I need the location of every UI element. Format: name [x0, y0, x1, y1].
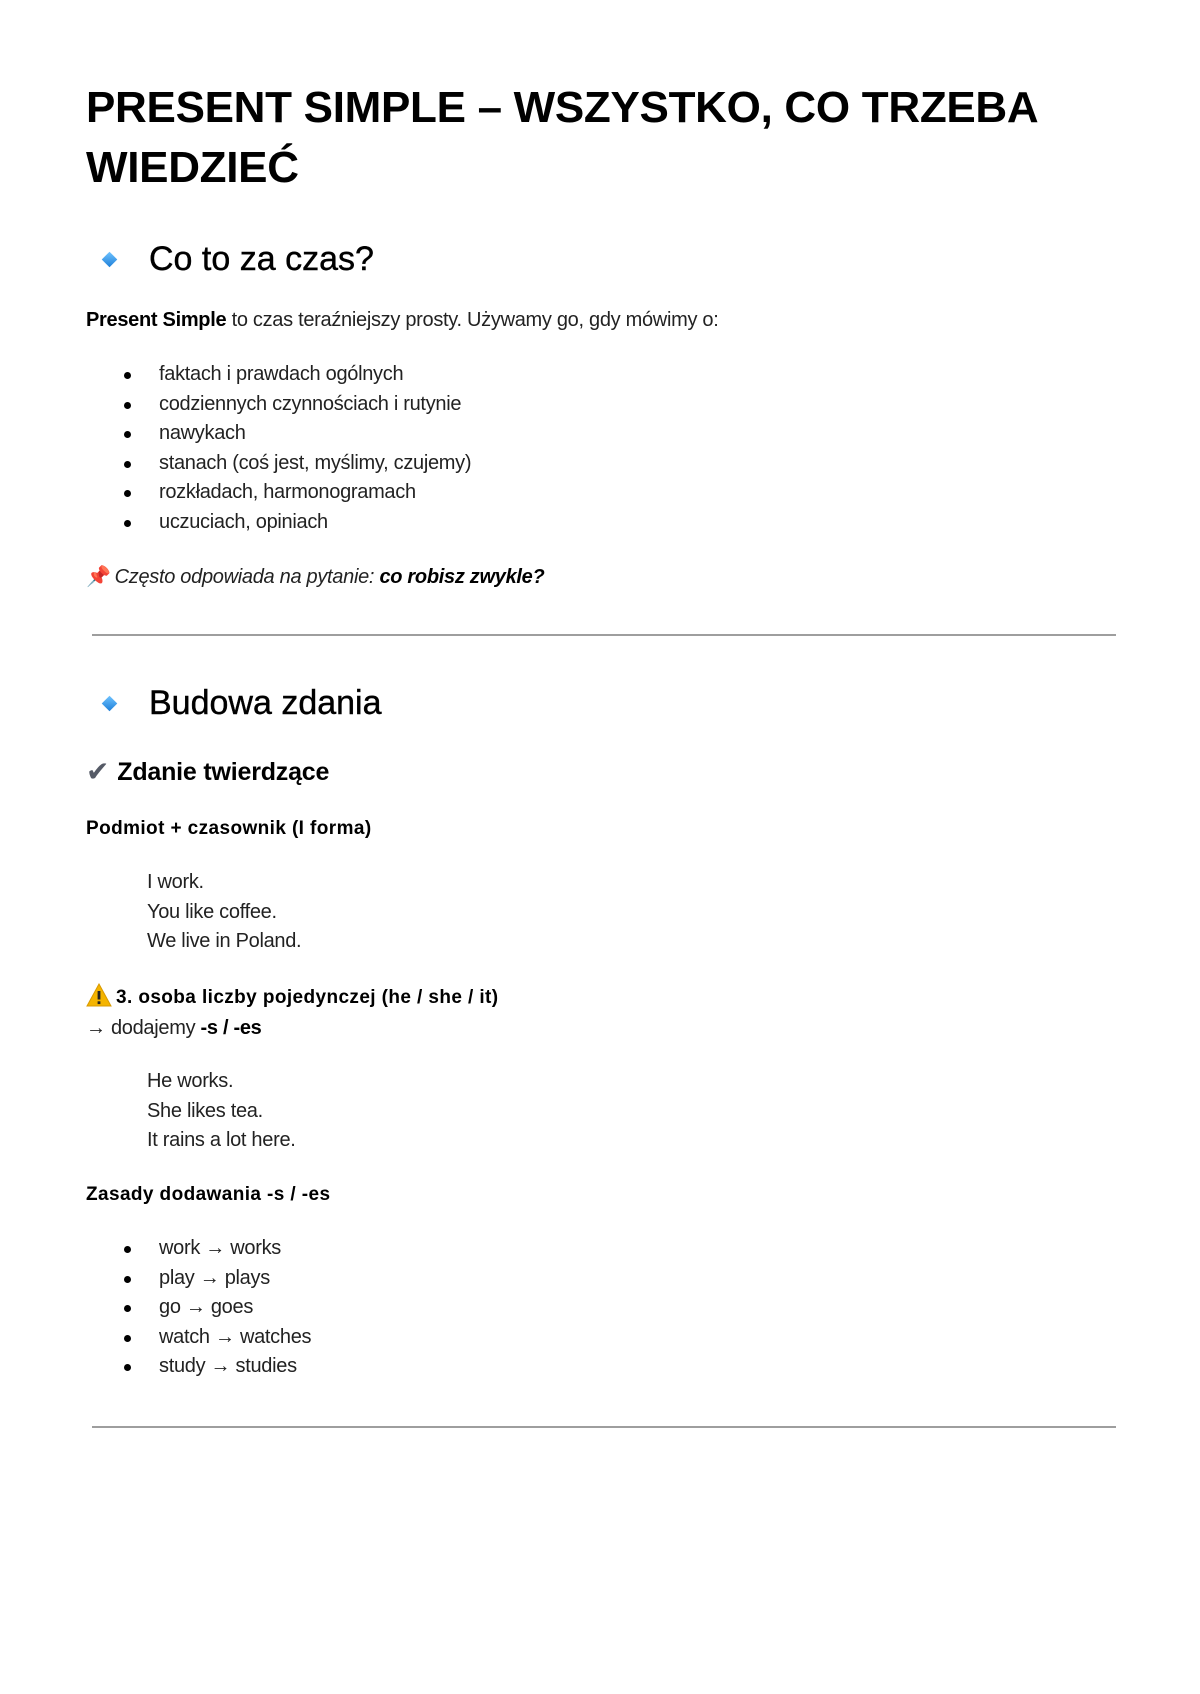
check-mark-icon: ✔	[86, 755, 110, 788]
intro-rest: to czas teraźniejszy prosty. Używamy go, gdy mówimy o:	[226, 309, 719, 331]
blue-diamond-icon	[102, 251, 118, 267]
example-sentence: It rains a lot here.	[147, 1129, 296, 1151]
section-heading-text: Budowa zdania	[149, 684, 382, 722]
list-item: work → works	[86, 1234, 311, 1264]
example-sentence: We live in Poland.	[147, 930, 302, 952]
examples-affirmative	[147, 868, 301, 957]
horizontal-divider	[92, 634, 1116, 636]
list-item: rozkładach, harmonogramach	[86, 478, 471, 508]
intro-bold: Present Simple	[86, 309, 227, 331]
example-sentence: He works.	[147, 1070, 234, 1092]
blue-diamond-icon	[102, 695, 118, 711]
list-item: nawykach	[86, 419, 471, 449]
horizontal-divider	[92, 1426, 1116, 1428]
formula: Podmiot + czasownik (I forma)	[86, 818, 372, 839]
list-item: watch → watches	[86, 1323, 311, 1353]
rule-bold: -s / -es	[200, 1017, 262, 1039]
list-item: study → studies	[86, 1352, 311, 1382]
examples-third-person	[147, 1067, 296, 1156]
list-item: stanach (coś jest, myślimy, czujemy)	[86, 449, 471, 479]
section-heading-co-to-za-czas	[86, 239, 374, 279]
list-item: codziennych czynnościach i rutynie	[86, 390, 471, 420]
third-person-rule	[86, 1014, 262, 1042]
warning-icon	[86, 983, 112, 1007]
subheading-affirmative	[86, 756, 329, 788]
list-item: play → plays	[86, 1264, 311, 1294]
list-item: faktach i prawdach ogólnych	[86, 360, 471, 390]
third-person-heading	[86, 983, 499, 1012]
rules-list	[86, 1234, 311, 1382]
third-person-heading-text: 3. osoba liczby pojedynczej (he / she / it)	[116, 987, 499, 1008]
pushpin-icon: 📌	[86, 564, 111, 588]
rule-prefix: → dodajemy	[86, 1017, 201, 1039]
note-paragraph	[86, 562, 544, 591]
document-title: PRESENT SIMPLE – WSZYSTKO, CO TRZEBA WIEDZIEĆ	[86, 83, 1037, 192]
section-heading-text: Co to za czas?	[149, 240, 374, 278]
rules-heading: Zasady dodawania -s / -es	[86, 1184, 331, 1205]
list-item: uczuciach, opiniach	[86, 508, 471, 538]
example-sentence: She likes tea.	[147, 1099, 263, 1122]
intro-paragraph	[86, 306, 719, 334]
subheading-text: Zdanie twierdzące	[117, 758, 330, 786]
usage-list	[86, 360, 471, 537]
example-sentence: You like coffee.	[147, 900, 277, 923]
note-bold: co robisz zwykle?	[379, 566, 545, 588]
note-italic: Często odpowiada na pytanie:	[114, 566, 380, 588]
section-heading-budowa-zdania	[86, 683, 382, 723]
example-sentence: I work.	[147, 871, 204, 893]
list-item: go → goes	[86, 1293, 311, 1323]
